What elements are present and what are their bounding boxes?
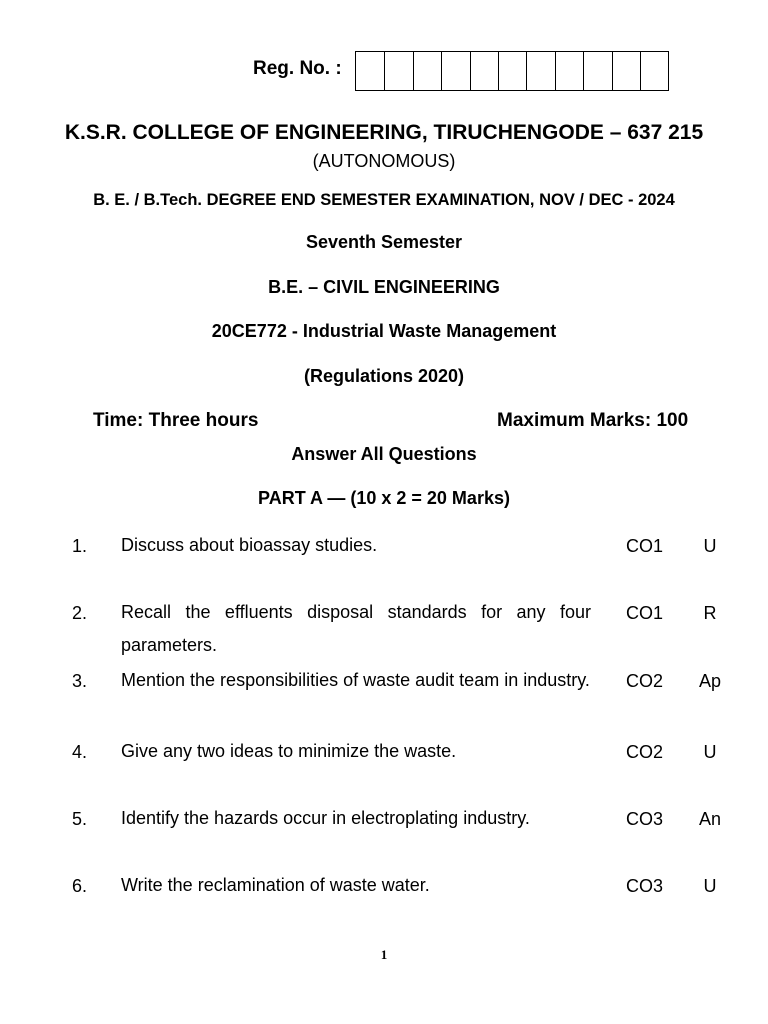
exam-duration: Time: Three hours <box>93 410 259 431</box>
reg-no-box <box>612 52 640 90</box>
semester: Seventh Semester <box>305 232 463 252</box>
reg-no-box <box>356 52 384 90</box>
exam-title: B. E. / B.Tech. DEGREE END SEMESTER EXAMINATION, NOV / DEC - 2024 <box>93 191 675 209</box>
reg-no-box <box>498 52 526 90</box>
question-number: 6. <box>71 876 87 896</box>
course-outcome: CO3 <box>626 876 664 896</box>
instruction: Answer All Questions <box>291 444 477 464</box>
autonomous-label: (AUTONOMOUS) <box>312 151 456 171</box>
knowledge-level: R <box>703 603 717 623</box>
knowledge-level: An <box>698 809 722 829</box>
page-number: 1 <box>380 947 388 962</box>
regulations: (Regulations 2020) <box>303 366 465 386</box>
maximum-marks: Maximum Marks: 100 <box>497 410 689 431</box>
question-number: 5. <box>71 809 87 829</box>
question-text: Write the reclamination of waste water. <box>121 875 430 895</box>
question-text: Discuss about bioassay studies. <box>121 535 378 555</box>
question-number: 1. <box>71 536 87 556</box>
part-a-heading: PART A — (10 x 2 = 20 Marks) <box>258 488 510 508</box>
knowledge-level: U <box>703 536 717 556</box>
course-title: 20CE772 - Industrial Waste Management <box>211 321 557 341</box>
knowledge-level: Ap <box>698 671 722 691</box>
question-number: 2. <box>71 603 87 623</box>
college-name: K.S.R. COLLEGE OF ENGINEERING, TIRUCHENGODE – 637 215 <box>64 121 704 144</box>
question-number: 3. <box>71 671 87 691</box>
reg-no-label: Reg. No. : <box>253 58 342 79</box>
question-text: Mention the responsibilities of waste audit team in industry. <box>121 670 590 690</box>
course-outcome: CO1 <box>626 603 664 623</box>
question-text: Recall the effluents disposal standards for any four parameters. <box>121 602 591 655</box>
knowledge-level: U <box>703 742 717 762</box>
reg-no-box <box>384 52 412 90</box>
branch: B.E. – CIVIL ENGINEERING <box>268 277 500 297</box>
reg-no-box <box>413 52 441 90</box>
course-outcome: CO3 <box>626 809 664 829</box>
course-outcome: CO2 <box>626 742 664 762</box>
reg-no-box <box>640 52 668 90</box>
question-text: Identify the hazards occur in electroplating industry. <box>121 808 530 828</box>
course-outcome: CO2 <box>626 671 664 691</box>
question-number: 4. <box>71 742 87 762</box>
knowledge-level: U <box>703 876 717 896</box>
course-outcome: CO1 <box>626 536 664 556</box>
reg-no-box <box>470 52 498 90</box>
question-text: Give any two ideas to minimize the waste. <box>121 741 457 761</box>
reg-no-box <box>555 52 583 90</box>
reg-no-box <box>583 52 611 90</box>
reg-no-boxes <box>355 51 669 91</box>
reg-no-box <box>441 52 469 90</box>
reg-no-box <box>526 52 554 90</box>
